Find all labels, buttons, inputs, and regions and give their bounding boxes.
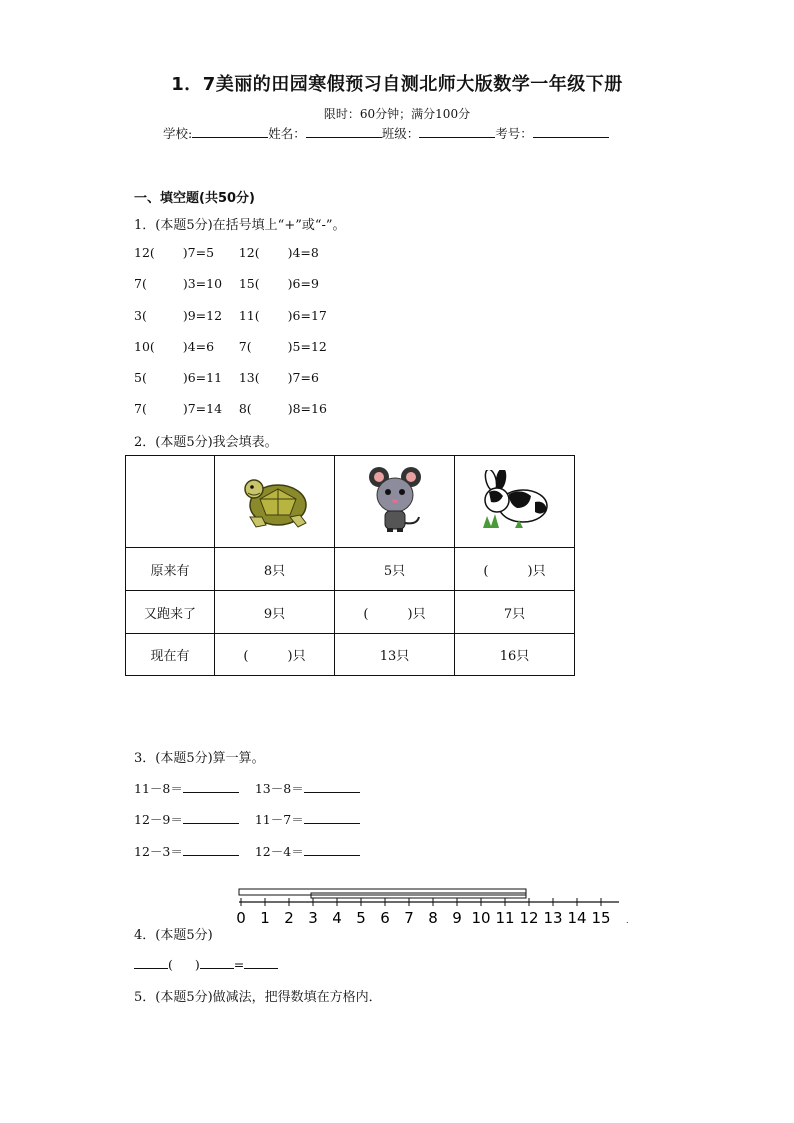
equation-right: )9=12	[182, 308, 223, 323]
table-corner	[126, 456, 215, 548]
school-field[interactable]	[192, 125, 268, 138]
number-line-label: 8	[428, 909, 438, 927]
equation-right: )3=10	[182, 276, 223, 291]
equation-left: 3(	[134, 308, 147, 323]
question-4-answer	[134, 956, 278, 972]
equation-left: 8(	[238, 401, 252, 416]
paren-open: (	[168, 957, 173, 972]
calculation-expression: 13－8＝	[254, 781, 304, 796]
equation-left: 13(	[238, 370, 260, 385]
calculation-expression: 12－3＝	[134, 844, 183, 859]
equation-row	[134, 370, 319, 385]
calculation-expression: 12－9＝	[134, 812, 183, 827]
row-label-now: 现在有	[126, 634, 215, 676]
mouse-icon	[365, 465, 425, 535]
animal-table	[125, 455, 575, 676]
calculation-expression: 12－4＝	[254, 844, 304, 859]
class-label: 班级：	[381, 126, 420, 141]
number-line-label: 5	[356, 909, 366, 927]
table-cell: 13只	[335, 634, 455, 676]
equation-right: )8=16	[287, 401, 327, 416]
turtle-cell	[215, 456, 335, 548]
number-line-label: 14	[567, 909, 587, 927]
rabbit-cell	[455, 456, 575, 548]
calculation-expression: 11－8＝	[134, 781, 183, 796]
equation-left: 11(	[238, 308, 260, 323]
number-line-label: 10	[471, 909, 491, 927]
turtle-icon	[238, 469, 312, 531]
number-line-label: 1	[260, 909, 270, 927]
equation-right: )4=8	[287, 245, 319, 260]
question-3-prompt: 3．(本题5分)算一算。	[134, 751, 265, 766]
table-cell-blank[interactable]: ( )只	[455, 548, 575, 591]
mouse-cell	[335, 456, 455, 548]
calculation-row	[134, 842, 360, 860]
equation-row	[134, 401, 327, 416]
equation-left: 5(	[134, 370, 147, 385]
table-cell: 9只	[215, 591, 335, 634]
number-line-label: 0	[236, 909, 246, 927]
answer-blank[interactable]	[200, 956, 234, 969]
answer-blank[interactable]	[183, 811, 239, 824]
answer-blank[interactable]	[134, 956, 168, 969]
number-line-label: 11	[495, 909, 515, 927]
svg-text:.: .	[626, 916, 629, 925]
equation-left: 7(	[134, 276, 147, 291]
equation-right: )5=12	[287, 339, 327, 354]
table-cell: 8只	[215, 548, 335, 591]
equation-right: )4=6	[182, 339, 215, 354]
equation-left: 7(	[238, 339, 252, 354]
equation-left: 15(	[238, 276, 260, 291]
number-line	[234, 885, 634, 929]
rabbit-icon	[475, 470, 555, 530]
answer-blank[interactable]	[304, 811, 360, 824]
number-line-label: 9	[452, 909, 462, 927]
number-label: 考号：	[495, 126, 533, 141]
question-2-prompt: 2．(本题5分)我会填表。	[134, 435, 278, 450]
equation-left: 7(	[134, 401, 147, 416]
table-cell-blank[interactable]: ( )只	[215, 634, 335, 676]
question-1-prompt: 1．(本题5分)在括号填上“+”或“-”。	[134, 218, 346, 233]
equation-right: )6=9	[287, 276, 319, 291]
equation-left: 12(	[238, 245, 260, 260]
table-cell: 7只	[455, 591, 575, 634]
equation-row	[134, 245, 319, 260]
time-limit: 限时：60分钟；满分100分	[323, 107, 471, 121]
equation-row	[134, 339, 327, 354]
section-heading: 一、填空题(共50分)	[134, 191, 255, 206]
equation-left: 12(	[134, 245, 155, 260]
table-cell: 16只	[455, 634, 575, 676]
page-title: 1．7美丽的田园寒假预习自测北师大版数学一年级下册	[171, 74, 623, 95]
answer-blank[interactable]	[304, 843, 360, 856]
equation-right: )7=6	[287, 370, 319, 385]
number-line-label: 2	[284, 909, 294, 927]
student-info	[163, 124, 609, 142]
number-line-label: 4	[332, 909, 342, 927]
number-line-label: 13	[543, 909, 563, 927]
row-label-original: 原来有	[126, 548, 215, 591]
table-cell-blank[interactable]: ( )只	[335, 591, 455, 634]
table-cell: 5只	[335, 548, 455, 591]
calculation-expression: 11－7＝	[254, 812, 304, 827]
answer-blank[interactable]	[304, 780, 360, 793]
row-label-arrived: 又跑来了	[126, 591, 215, 634]
equation-right: )6=11	[182, 370, 223, 385]
number-line-label: 7	[404, 909, 414, 927]
number-line-label: 15	[591, 909, 611, 927]
calculation-row	[134, 810, 360, 828]
name-field[interactable]	[306, 125, 382, 138]
school-label: 学校:	[163, 126, 193, 141]
number-line-label: 12	[519, 909, 539, 927]
answer-blank[interactable]	[183, 780, 239, 793]
number-line-label: 3	[308, 909, 318, 927]
question-5-prompt: 5．(本题5分)做减法，把得数填在方格内．	[134, 990, 382, 1005]
equation-left: 10(	[134, 339, 155, 354]
equation-row	[134, 308, 327, 323]
answer-blank[interactable]	[183, 843, 239, 856]
question-4-prompt: 4．(本题5分)	[134, 928, 213, 943]
class-field[interactable]	[419, 125, 495, 138]
paren-close: )	[194, 957, 200, 972]
equation-right: )6=17	[287, 308, 327, 323]
equation-right: )7=5	[182, 245, 215, 260]
equation-right: )7=14	[182, 401, 223, 416]
equation-row	[134, 276, 319, 291]
name-label: 姓名：	[268, 126, 306, 141]
calculation-row	[134, 779, 360, 797]
number-line-label: 6	[380, 909, 390, 927]
equals-sign: =	[233, 957, 245, 972]
answer-blank[interactable]	[244, 956, 278, 969]
number-field[interactable]	[533, 125, 609, 138]
